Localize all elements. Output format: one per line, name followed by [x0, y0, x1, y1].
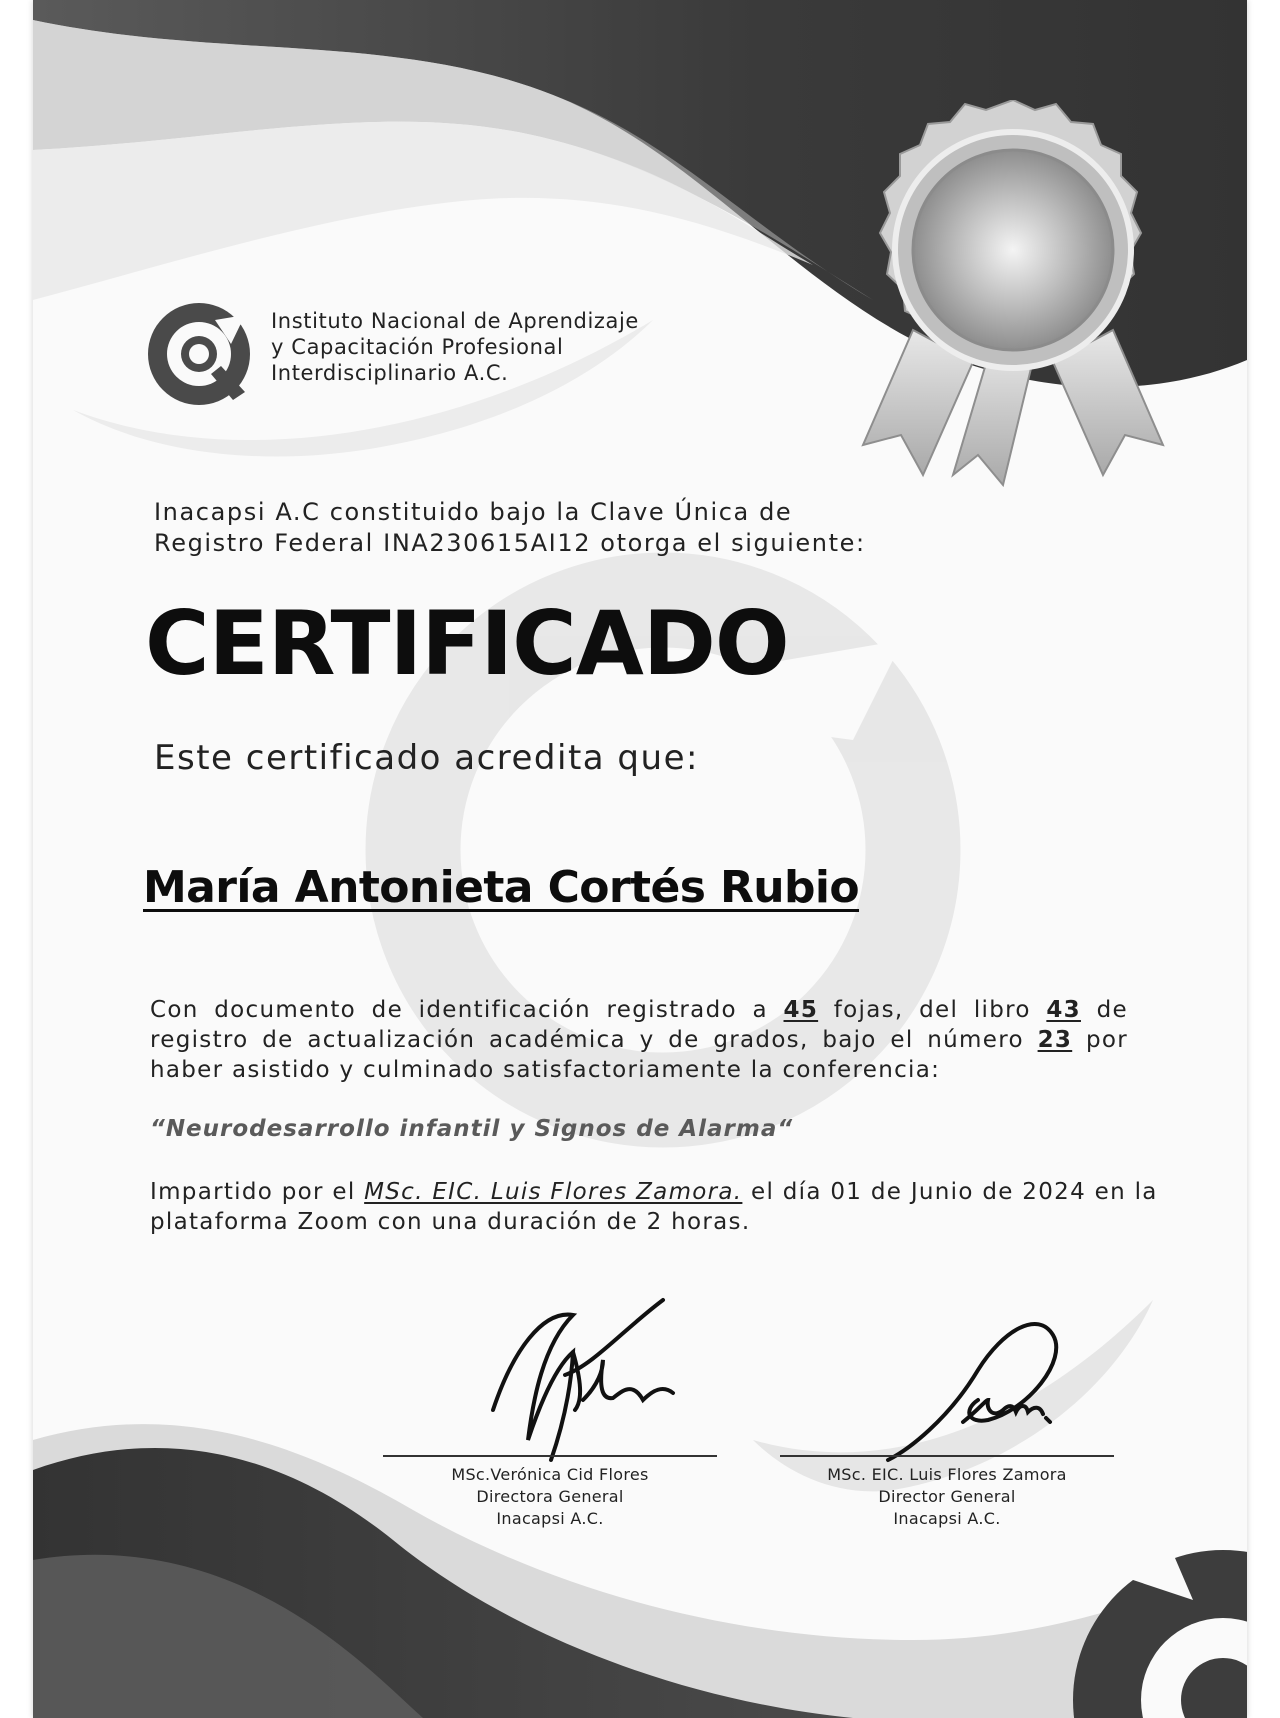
signature-1-name: MSc.Verónica Cid Flores — [451, 1465, 649, 1484]
signature-2-role: Director General — [878, 1487, 1016, 1506]
registration-paragraph — [150, 995, 1128, 1085]
libro-number: 43 — [1046, 997, 1081, 1023]
delivery-text-1b: el día 01 de Junio de 2024 en la — [751, 1179, 1158, 1205]
inacapsi-logo-icon — [145, 300, 253, 408]
intro-line-1: Inacapsi A.C constituido bajo la Clave Única de — [154, 498, 793, 526]
signature-1-block — [383, 1464, 717, 1530]
signature-2-image — [868, 1300, 1098, 1470]
registration-text-1c: de — [1096, 997, 1128, 1023]
registro-number: 23 — [1037, 1027, 1073, 1053]
signature-2-name: MSc. EIC. Luis Flores Zamora — [827, 1465, 1067, 1484]
registration-text-2a: registro de actualización académica y de grados, bajo el número — [150, 1027, 1024, 1053]
organization-name — [271, 308, 639, 386]
corner-logo-icon — [1073, 1530, 1247, 1718]
intro-line-2: Registro Federal INA230615AI12 otorga el siguiente: — [154, 529, 866, 557]
delivery-text-1a: Impartido por el — [150, 1179, 356, 1205]
signature-1-org: Inacapsi A.C. — [496, 1509, 604, 1528]
delivery-line-2: plataforma Zoom con una duración de 2 horas. — [150, 1209, 751, 1235]
conference-title: “Neurodesarrollo infantil y Signos de Alarma“ — [150, 1116, 794, 1142]
signature-2-line — [780, 1455, 1114, 1457]
certificate-title: CERTIFICADO — [145, 592, 789, 695]
speaker-name: MSc. EIC. Luis Flores Zamora. — [364, 1179, 743, 1205]
organization-name-line-1: Instituto Nacional de Aprendizaje — [271, 309, 639, 333]
registration-text-2b: por — [1085, 1027, 1128, 1053]
registration-line-3: haber asistido y culminado satisfactoriamente la conferencia: — [150, 1057, 941, 1083]
certificate-page — [33, 0, 1247, 1718]
registration-line-2 — [150, 1025, 1128, 1055]
intro-text — [154, 497, 934, 559]
registration-text-1a: Con documento de identificación registrado a — [150, 997, 768, 1023]
fojas-number: 45 — [783, 997, 819, 1023]
registration-text-1b: fojas, del libro — [833, 997, 1031, 1023]
delivery-line-1 — [150, 1177, 1158, 1207]
lead-text: Este certificado acredita que: — [154, 738, 699, 778]
organization-name-line-2: y Capacitación Profesional — [271, 335, 564, 359]
delivery-paragraph — [150, 1177, 1158, 1237]
signature-1-image — [473, 1290, 703, 1470]
signature-2-org: Inacapsi A.C. — [893, 1509, 1001, 1528]
signature-2-block — [780, 1464, 1114, 1530]
organization-name-line-3: Interdisciplinario A.C. — [271, 361, 509, 385]
signature-1-role: Directora General — [476, 1487, 624, 1506]
signature-1-line — [383, 1455, 717, 1457]
silver-award-seal-icon — [843, 100, 1183, 490]
registration-line-1 — [150, 995, 1128, 1025]
recipient-name: María Antonieta Cortés Rubio — [143, 862, 860, 913]
